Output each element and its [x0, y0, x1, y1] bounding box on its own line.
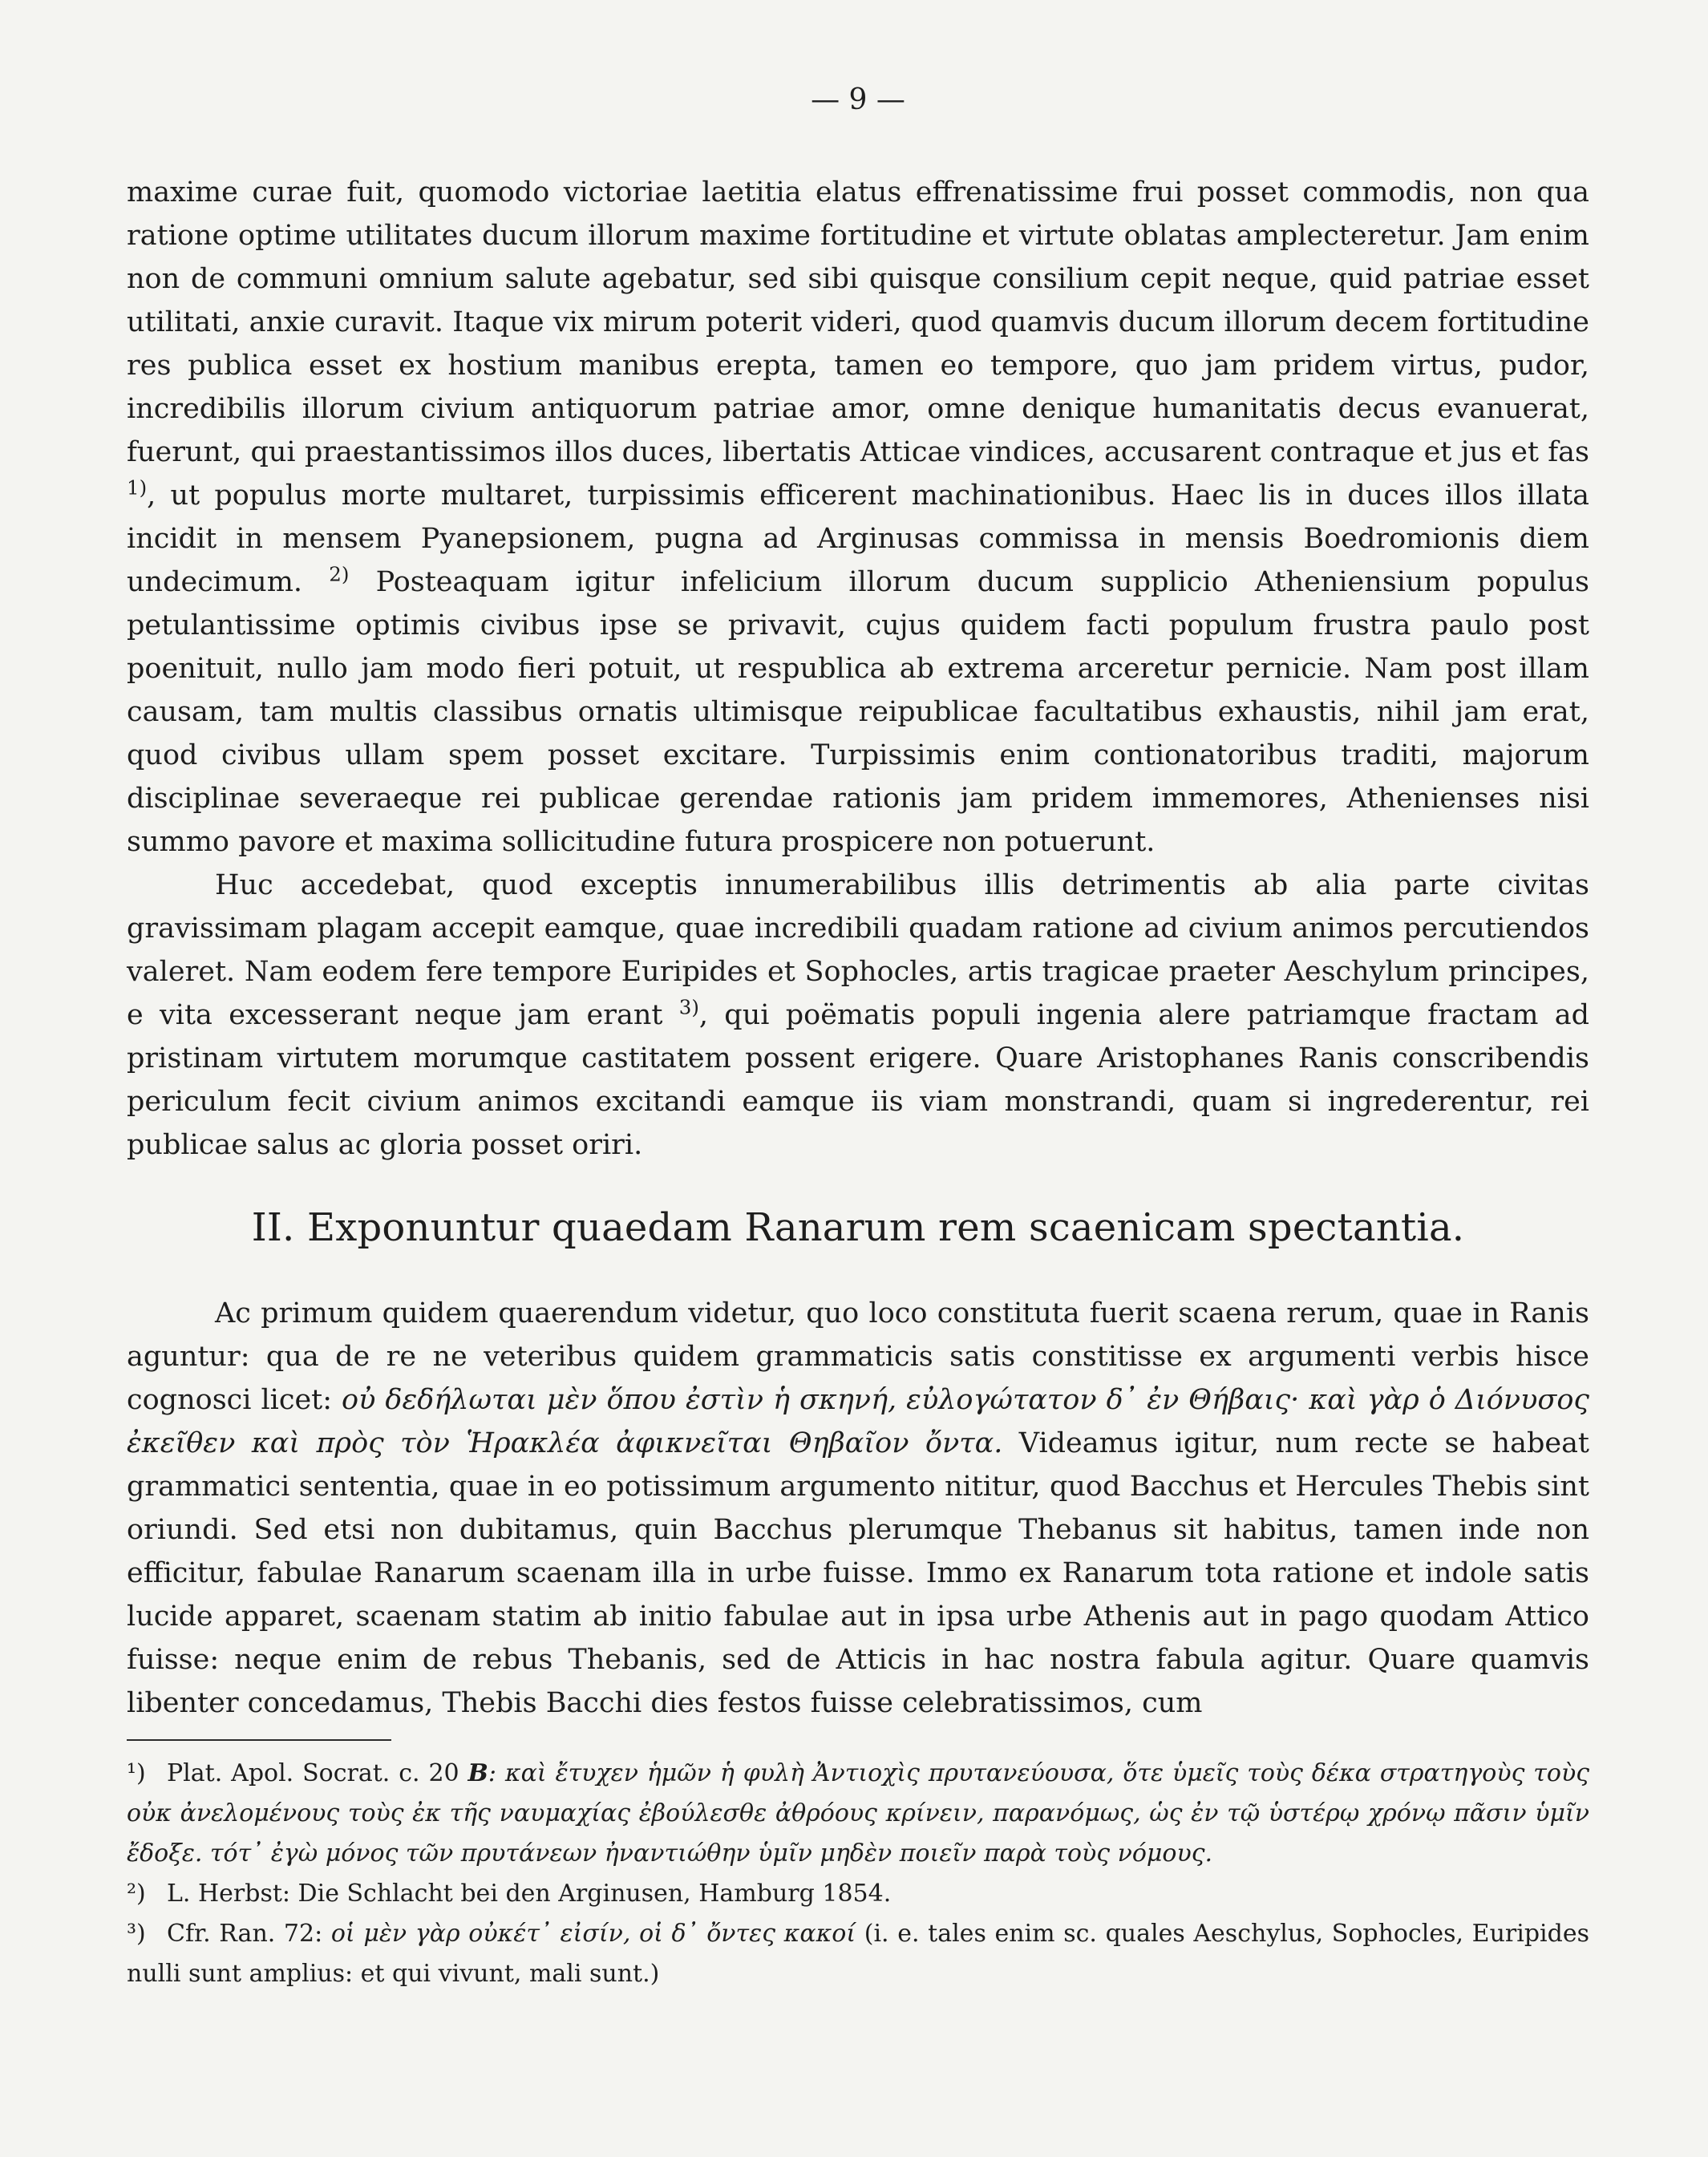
paragraph-2: [127, 864, 1589, 1167]
paragraph-1-text: maxime curae fuit, quomodo victoriae laetitia elatus effrenatissime frui posset commodis, non qua ratione optime utilitates ducum illorum maxime fortitudine et virtute oblatas amplecteretur. Jam enim non de communi omnium salute agebatur, sed sibi quisque consilium cepit neque, quid patriae esset utilitati, anxie curavit. Itaque vix mirum poterit videri, quod quamvis ducum illorum decem fortitudine res publica esset ex hostium manibus erepta, tamen eo tempore, quo jam pridem virtus, pudor, incredibilis illorum civium antiquorum patriae amor, omne denique humanitatis decus evanuerat, fuerunt, qui praestantissimos illos duces, libertatis Atticae vindices, accusarent contraque et jus et fas: [127, 176, 1589, 468]
footnote-2-text: L. Herbst: Die Schlacht bei den Arginusen, Hamburg 1854.: [167, 1880, 892, 1908]
greek-quotation: οὐ δεδήλωται μὲν ὅπου ἐστὶν ἡ σκηνή, εὐλογώτατον δ᾽ ἐν Θήβαις· καὶ γὰρ ὁ Διόνυσος ἐκεῖθεν καὶ πρὸς τὸν Ἡρακλέα ἀφικνεῖται Θηβαῖον ὄντα.: [127, 1384, 1589, 1459]
footnote-2: [127, 1874, 1589, 1914]
main-text: [127, 171, 1589, 1725]
book-page: [127, 76, 1589, 1994]
section-paragraph-text: Ac primum quidem quaerendum videtur, quo loco constituta fuerit scaena rerum, quae in Ranis aguntur: qua de re ne veteribus quidem grammaticis satis constitisse ex argumenti verbis hisce cognosci licet:: [127, 1297, 1589, 1416]
paragraph-2-text: Huc accedebat, quod exceptis innumerabilibus illis detrimentis ab alia parte civitas gravissimam plagam accepit eamque, quae incredibili quadam ratione ad civium animos percutiendos valeret. Nam eodem fere tempore Euripides et Sophocles, artis tragicae praeter Aeschylum principes, e vita excesserant neque jam erant: [127, 869, 1589, 1031]
page-number: — 9 —: [811, 83, 905, 116]
footnote-divider: [127, 1739, 391, 1741]
paragraph-1-text-c: Posteaquam igitur infelicium illorum ducum supplicio Atheniensium populus petulantissime optimis civibus ipse se privavit, cujus quidem facti populum frustra paulo post poenituit, nullo jam modo fieri potuit, ut respublica ab extrema arceretur pernicie. Nam post illam causam, tam multis classibus ornatis ultimisque reipublicae facultatibus exhaustis, nihil jam erat, quod civibus ullam spem posset excitare. Turpissimis enim contionatoribus traditi, majorum disciplinae severaeque rei publicae gerendae rationis jam pridem immemores, Athenienses nisi summo pavore et maxima sollicitudine futura prospicere non potuerunt.: [127, 566, 1589, 858]
paragraph-1: [127, 171, 1589, 864]
footnote-1: [127, 1754, 1589, 1874]
footnote-2-marker: ²): [127, 1880, 146, 1908]
section-paragraph: [127, 1292, 1589, 1725]
footnote-3-greek: οἱ μὲν γὰρ οὐκέτ᾽ εἰσίν, οἱ δ᾽ ὄντες κακοί: [330, 1920, 856, 1948]
footnote-3-marker: ³): [127, 1920, 146, 1948]
footnote-ref-2: 2): [329, 562, 350, 586]
paragraph-1-text-b: , ut populus morte multaret, turpissimis efficerent machinationibus. Haec lis in duces illos illata incidit in mensem Pyanepsionem, pugna ad Arginusas commissa in mensis Boedromionis diem undecimum.: [127, 480, 1589, 598]
footnote-1-marker: ¹): [127, 1759, 146, 1787]
footnotes: [127, 1754, 1589, 1994]
footnote-1-bold: B: [467, 1759, 488, 1787]
footnote-3-text-b: (i. e. tales enim sc. quales Aeschylus, Sophocles, Euripides nulli sunt amplius: et qui vivunt, mali sunt.): [127, 1920, 1589, 1988]
footnote-1-text: Plat. Apol. Socrat. c. 20: [167, 1759, 468, 1787]
footnote-3-text: Cfr. Ran. 72:: [167, 1920, 331, 1948]
footnote-3: [127, 1914, 1589, 1994]
paragraph-2-text-b: , qui poëmatis populi ingenia alere patriamque fractam ad pristinam virtutem morumque castitatem possent erigere. Quare Aristophanes Ranis conscribendis periculum fecit civium animos excitandi eamque iis viam monstrandi, quam si ingrederentur, rei publicae salus ac gloria posset oriri.: [127, 999, 1589, 1161]
section-paragraph-text-b: Videamus igitur, num recte se habeat grammatici sententia, quae in eo potissimum argumento nititur, quod Bacchus et Hercules Thebis sint oriundi. Sed etsi non dubitamus, quin Bacchus plerumque Thebanus sit habitus, tamen inde non efficitur, fabulae Ranarum scaenam illa in urbe fuisse. Immo ex Ranarum tota ratione et indole satis lucide apparet, scaenam statim ab initio fabulae aut in ipsa urbe Athenis aut in pago quodam Attico fuisse: neque enim de rebus Thebanis, sed de Atticis in hac nostra fabula agitur. Quare quamvis libenter concedamus, Thebis Bacchi dies festos fuisse celebratissimos, cum: [127, 1427, 1589, 1719]
footnote-ref-3: 3): [678, 995, 699, 1019]
footnote-ref-1: 1): [127, 476, 148, 500]
section-heading: II. Exponuntur quaedam Ranarum rem scaenicam spectantia.: [251, 1205, 1465, 1250]
footnote-1-greek: : καὶ ἔτυχεν ἡμῶν ἡ φυλὴ Ἀντιοχὶς πρυτανεύουσα, ὅτε ὑμεῖς τοὺς δέκα στρατηγοὺς τοὺς οὐκ ἀνελομένους τοὺς ἐκ τῆς ναυμαχίας ἐβούλεσθε ἀθρόους κρίνειν, παρανόμως, ὡς ἐν τῷ ὑστέρῳ χρόνῳ πᾶσιν ὑμῖν ἔδοξε. τότ᾽ ἐγὼ μόνος τῶν πρυτάνεων ἠναντιώθην ὑμῖν μηδὲν ποιεῖν παρὰ τοὺς νόμους.: [127, 1759, 1589, 1868]
